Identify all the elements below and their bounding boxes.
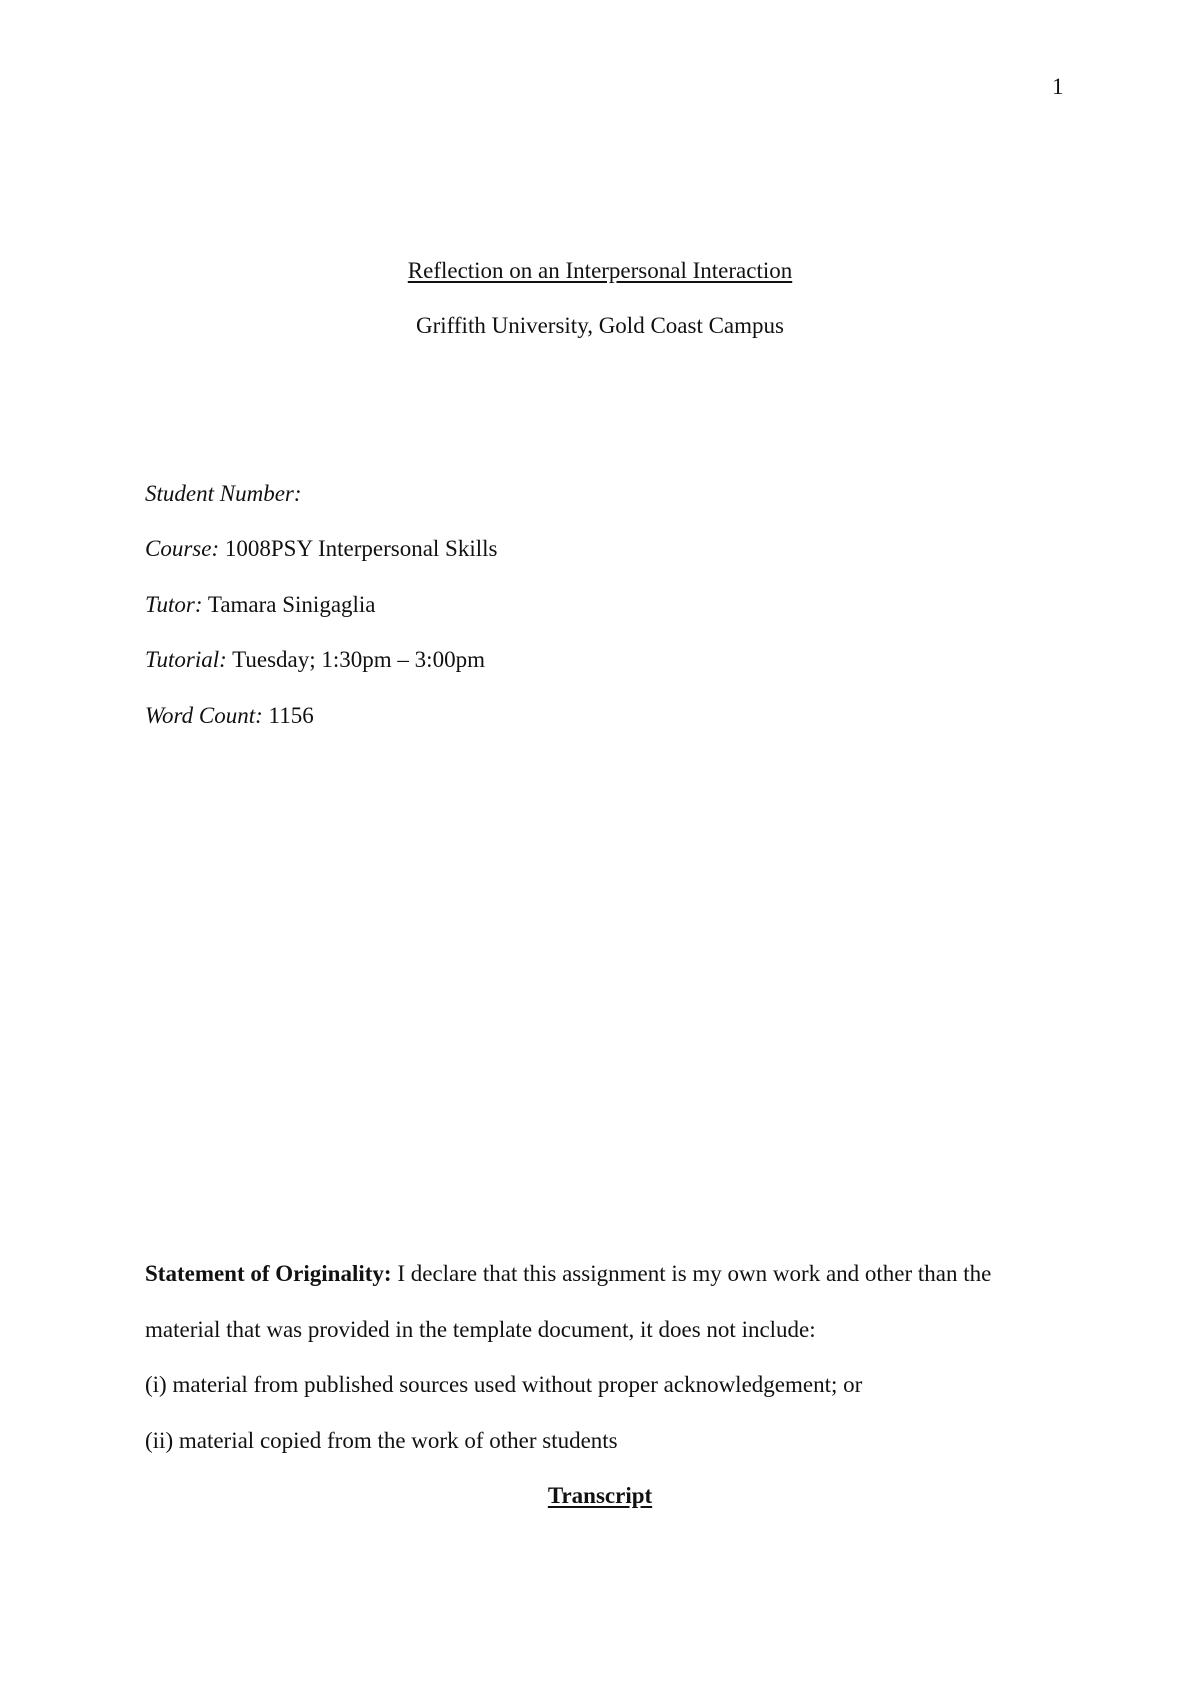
tutorial-label: Tutorial: <box>145 647 227 672</box>
document-title: Reflection on an Interpersonal Interaction <box>407 258 793 283</box>
institution-name: Griffith University, Gold Coast Campus <box>416 313 784 338</box>
student-number-label: Student Number: <box>145 481 302 506</box>
course-label: Course: <box>145 536 220 561</box>
word-count-field <box>145 703 314 729</box>
tutorial-field <box>145 647 485 673</box>
tutor-value: Tamara Sinigaglia <box>207 592 376 617</box>
originality-text-1: I declare that this assignment is my own work and other than the <box>397 1261 992 1286</box>
word-count-value: 1156 <box>268 703 314 728</box>
originality-line-4: (ii) material copied from the work of other students <box>145 1428 618 1453</box>
course-value: 1008PSY Interpersonal Skills <box>224 536 498 561</box>
course-field <box>145 536 497 562</box>
tutor-label: Tutor: <box>145 592 203 617</box>
originality-line-2: material that was provided in the template document, it does not include: <box>145 1317 816 1342</box>
transcript-heading: Transcript <box>547 1483 653 1508</box>
student-number-field <box>145 481 302 507</box>
tutor-field <box>145 592 376 618</box>
word-count-label: Word Count: <box>145 703 263 728</box>
tutorial-value: Tuesday; 1:30pm – 3:00pm <box>232 647 485 672</box>
originality-line-1 <box>145 1261 991 1287</box>
originality-label: Statement of Originality: <box>145 1261 392 1286</box>
page-number: 1 <box>1052 74 1064 99</box>
originality-line-3: (i) material from published sources used without proper acknowledgement; or <box>145 1372 863 1397</box>
